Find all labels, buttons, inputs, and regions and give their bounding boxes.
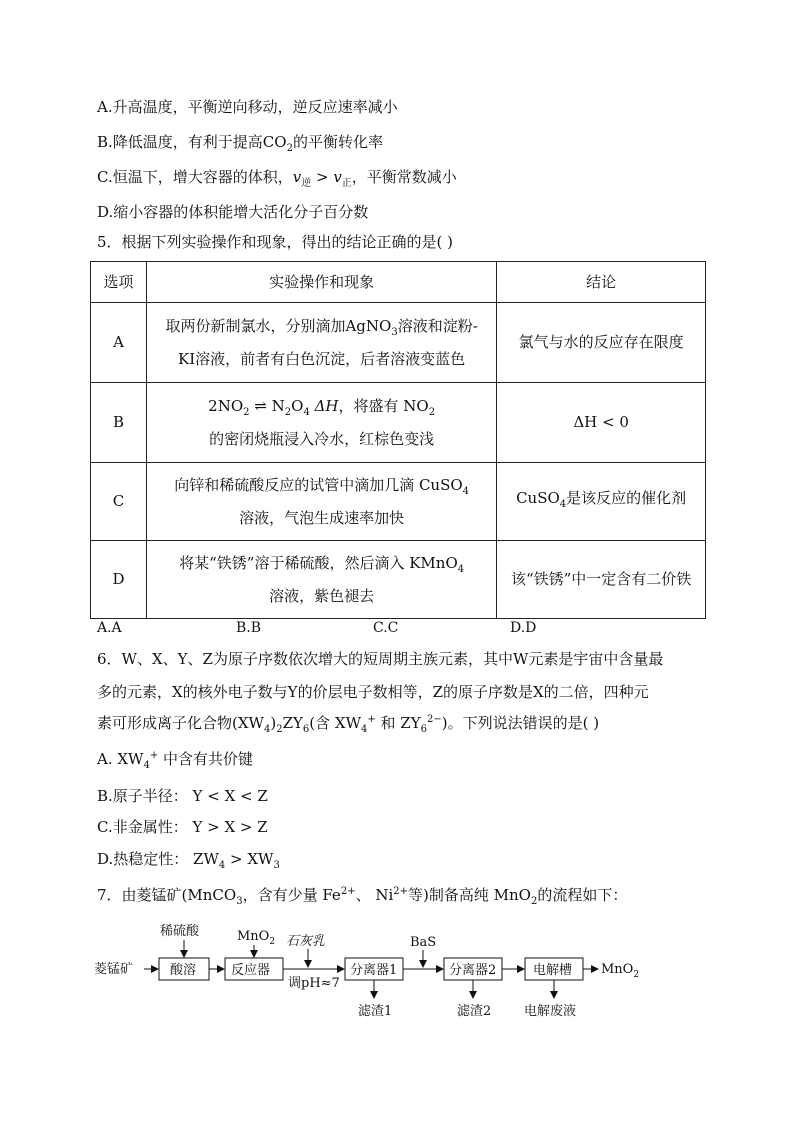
condition-ph: 调pH≈7: [288, 976, 340, 991]
experiment-table: [90, 261, 706, 619]
table-row: [91, 383, 706, 463]
output-residue-1: 滤渣1: [358, 1004, 393, 1019]
q6-line-2: 多的元素，X的核外电子数与Y的价层电子数相等，Z的原子序数是X的二倍，四种元: [97, 683, 649, 701]
input-dilute-sulfuric-acid: 稀硫酸: [160, 924, 200, 939]
q4-option-c: C.恒温下，增大容器的体积，$v_逆 > v_正$，平衡常数减小: [97, 168, 457, 189]
box-separator-2-label: 分离器2: [449, 963, 497, 978]
box-electrolytic-cell-label: 电解槽: [533, 963, 573, 978]
box-separator-1-label: 分离器1: [350, 963, 398, 978]
input-mno2: MnO$_2$: [237, 929, 276, 947]
table-header-row: [91, 262, 706, 303]
choice-a[interactable]: A.A: [97, 620, 122, 636]
q4-option-b: B.降低温度，有利于提高$CO_2$的平衡转化率: [97, 133, 383, 154]
table-row: [91, 303, 706, 383]
q6-option-b: B.原子半径： Y < X < Z: [97, 787, 268, 805]
row-label: B: [91, 383, 147, 463]
q5-stem: 5．根据下列实验操作和现象，得出的结论正确的是( ): [97, 233, 454, 251]
q6-line-1: 6．W、X、Y、Z为原子序数依次增大的短周期主族元素，其中W元素是宇宙中含量最: [97, 650, 664, 668]
choice-b[interactable]: B.B: [236, 620, 262, 636]
start-label: 菱锰矿: [94, 962, 134, 977]
table-row: [91, 463, 706, 541]
q4-option-d: D.缩小容器的体积能增大活化分子百分数: [97, 203, 369, 221]
q6-option-a: A. $XW_4^+$ 中含有共价键: [97, 750, 254, 771]
header-option: 选项: [91, 262, 147, 303]
box-acid-dissolve-label: 酸溶: [170, 963, 197, 978]
q6-option-c: C.非金属性： Y > X > Z: [97, 818, 268, 836]
input-lime-milk: 石灰乳: [286, 934, 326, 949]
row-operation: 取两份新制氯水，分别滴加AgNO$_3$溶液和淀粉- KI溶液，前者有白色沉淀，后者溶液变蓝色: [147, 303, 497, 383]
header-operation: 实验操作和现象: [147, 262, 497, 303]
header-conclusion: 结论: [497, 262, 706, 303]
output-waste-electrolyte: 电解废液: [524, 1004, 577, 1019]
box-reactor-label: 反应器: [231, 963, 271, 978]
q6-option-d: D.热稳定性： $ZW_4 > XW_3$: [97, 850, 280, 871]
row-conclusion: 该“铁锈”中一定含有二价铁: [497, 541, 706, 619]
process-flow-diagram: [92, 918, 652, 1028]
row-label: C: [91, 463, 147, 541]
q5-choices: [97, 620, 617, 638]
row-label: A: [91, 303, 147, 383]
q6-line-3: 素可形成离子化合物$(XW_4)_2ZY_6$(含 $XW_4^+$ 和 $ZY_6^{2-}$)。下列说法错误的是( ): [97, 714, 600, 735]
choice-c[interactable]: C.C: [373, 620, 399, 636]
row-operation: $2NO_2$ ⇌ $N_2O_4$ ΔH，将盛有 $NO_2$ 的密闭烧瓶浸入冷水，红棕色变浅: [147, 383, 497, 463]
output-residue-2: 滤渣2: [457, 1004, 492, 1019]
row-operation: 将某“铁锈”溶于稀硫酸，然后滴入 KMnO$_4$ 溶液，紫色褪去: [147, 541, 497, 619]
row-label: D: [91, 541, 147, 619]
input-bas: BaS: [410, 935, 437, 950]
row-operation: 向锌和稀硫酸反应的试管中滴加几滴 CuSO$_4$ 溶液，气泡生成速率加快: [147, 463, 497, 541]
table-row: [91, 541, 706, 619]
row-conclusion: ΔH < 0: [497, 383, 706, 463]
q4-option-a: A.升高温度，平衡逆向移动，逆反应速率减小: [97, 98, 398, 116]
product-label: MnO$_2$: [601, 962, 640, 980]
row-conclusion: CuSO$_4$是该反应的催化剂: [497, 463, 706, 541]
q7-stem: 7．由菱锰矿(MnCO$_3$，含有少量 $Fe^{2+}$、 $Ni^{2+}$等)制备高纯 MnO$_2$的流程如下：: [97, 886, 628, 907]
row-conclusion: 氯气与水的反应存在限度: [497, 303, 706, 383]
choice-d[interactable]: D.D: [510, 620, 537, 636]
